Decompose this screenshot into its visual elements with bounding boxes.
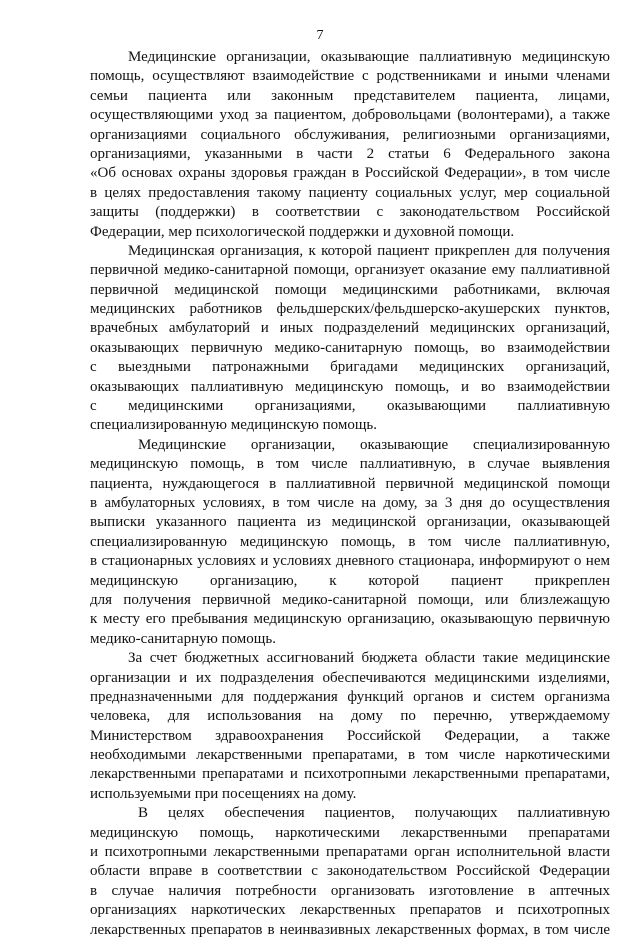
- text-line: используемыми при посещениях на дому.: [90, 785, 357, 802]
- text-line: предназначенными для поддержания функций органов и систем организма: [90, 688, 610, 705]
- paragraph-1: [90, 48, 610, 242]
- text-line: в случае наличия потребности организовать изготовление в аптечных: [90, 882, 610, 899]
- text-line: защиты (поддержки) в соответствии с законодательством Российской: [90, 204, 610, 221]
- text-line: человека, для использования на дому по перечню, утверждаемому: [90, 708, 610, 725]
- text-line: медицинскую помощь, в том числе паллиативную, в случае выявления: [90, 456, 610, 473]
- text-line: организациях наркотических лекарственных препаратов и психотропных: [90, 902, 610, 919]
- text-line: с выездными патронажными бригадами медицинских организаций,: [90, 359, 610, 376]
- text-line: Медицинские организации, оказывающие паллиативную медицинскую: [128, 49, 610, 65]
- text-line: помощь, осуществляют взаимодействие с родственниками и иными членами: [90, 68, 610, 85]
- text-line: врачебных амбулаторий и иных подразделений медицинских организаций,: [90, 320, 610, 337]
- text-line: области вправе в соответствии с законодательством Российской Федерации: [90, 863, 610, 880]
- text-line: с медицинскими организациями, оказывающими паллиативную: [90, 398, 610, 415]
- text-line: «Об основах охраны здоровья граждан в Российской Федерации», в том числе: [90, 165, 610, 182]
- paragraph-3: [90, 436, 610, 649]
- document-body: [90, 48, 610, 940]
- text-line: медицинских работников фельдшерских/фельдшерско-акушерских пунктов,: [90, 301, 610, 318]
- text-line: Федерации, мер психологической поддержки и духовной помощи.: [90, 223, 515, 240]
- text-line: для получения первичной медико-санитарной помощи, или близлежащую: [90, 591, 610, 608]
- text-line: семьи пациента или законным представителем пациента, лицами,: [90, 87, 610, 104]
- text-line: В целях обеспечения пациентов, получающих паллиативную: [138, 805, 610, 822]
- paragraph-4: [90, 649, 610, 804]
- text-line: в амбулаторных условиях, в том числе на дому, за 3 дня до осуществления: [90, 494, 610, 511]
- text-line: За счет бюджетных ассигнований бюджета области такие медицинские: [128, 650, 610, 667]
- text-line: в целях предоставления такому пациенту социальных услуг, мер социальной: [90, 184, 610, 201]
- text-line: необходимыми лекарственными препаратами, в том числе наркотическими: [90, 747, 610, 764]
- text-line: осуществляющими уход за пациентом, добровольцами (волонтерами), а также: [90, 107, 610, 124]
- text-line: выписки указанного пациента из медицинской организации, оказывающей: [90, 514, 610, 531]
- text-line: Министерством здравоохранения Российской Федерации, а также: [90, 727, 610, 744]
- text-line: организациями социального обслуживания, религиозными организациями,: [90, 126, 610, 143]
- text-line: медико-санитарную помощь.: [90, 630, 276, 647]
- text-line: в стационарных условиях и условиях дневного стационара, информируют о нем: [90, 553, 610, 570]
- text-line: лекарственных препаратов в неинвазивных лекарственных формах, в том числе: [90, 921, 610, 938]
- text-line: организации и их подразделения обеспечиваются медицинскими изделиями,: [90, 669, 610, 686]
- text-line: специализированную медицинскую помощь, в том числе паллиативную,: [90, 533, 610, 550]
- text-line: оказывающих первичную медико-санитарную помощь, во взаимодействии: [90, 339, 610, 356]
- text-line: медицинскую помощь, наркотическими лекарственными препаратами: [90, 824, 610, 841]
- text-line: первичной медицинской помощи медицинскими работниками, включая: [90, 281, 610, 298]
- paragraph-2: [90, 242, 610, 436]
- text-line: лекарственными препаратами и психотропными лекарственными препаратами,: [90, 766, 610, 783]
- page-number: 7: [316, 28, 324, 43]
- text-line: к месту его пребывания медицинскую организацию, оказывающую первичную: [90, 611, 610, 628]
- text-line: организациями, указанными в части 2 статьи 6 Федерального закона: [90, 145, 610, 162]
- text-line: первичной медико-санитарной помощи, организует оказание ему паллиативной: [90, 262, 610, 279]
- text-line: оказывающих паллиативную медицинскую помощь, и во взаимодействии: [90, 378, 610, 395]
- paragraph-5: [90, 804, 610, 940]
- text-line: Медицинская организация, к которой пациент прикреплен для получения: [128, 242, 610, 259]
- text-line: Медицинские организации, оказывающие специализированную: [138, 436, 610, 453]
- text-line: медицинскую организацию, к которой пациент прикреплен: [90, 572, 610, 589]
- text-line: специализированную медицинскую помощь.: [90, 417, 377, 434]
- text-line: пациента, нуждающегося в паллиативной первичной медицинской помощи: [90, 475, 610, 492]
- text-line: и психотропными лекарственными препаратами орган исполнительной власти: [90, 844, 610, 861]
